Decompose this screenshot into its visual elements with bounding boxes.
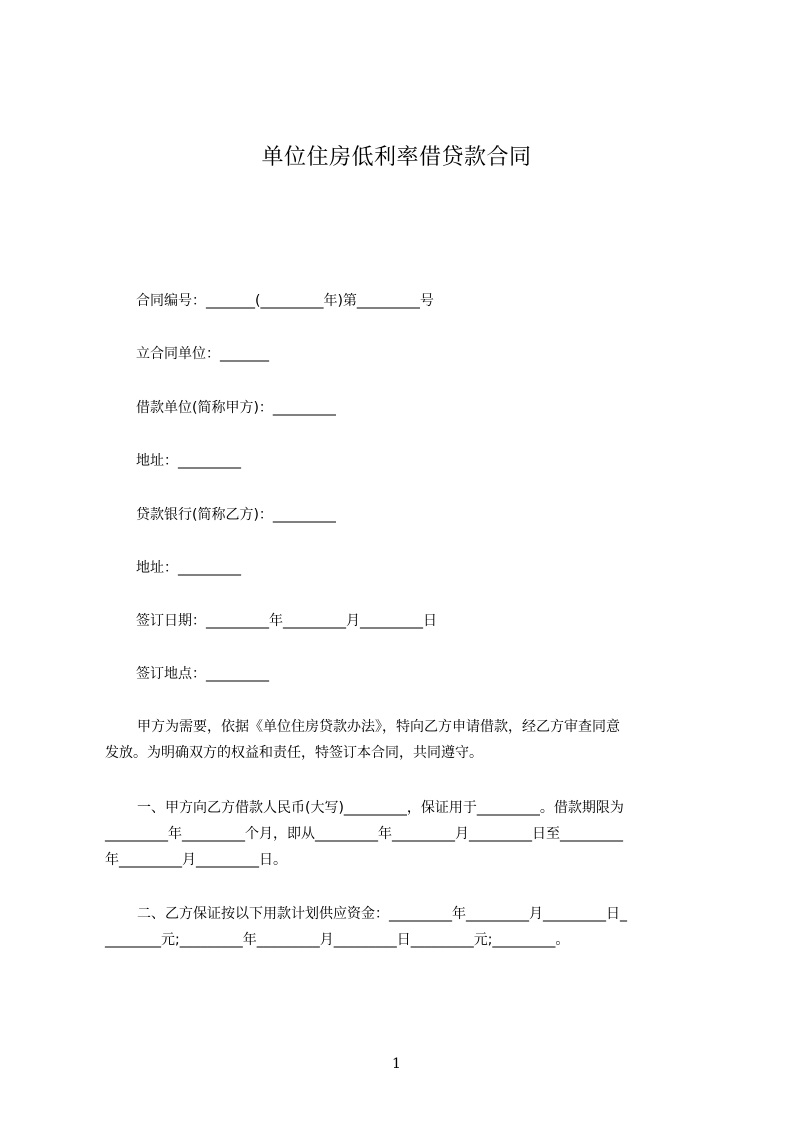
contract-number-field: 合同编号：_______(_________年)第_________号 [136,293,434,309]
lender-address-field: 地址：_________ [136,560,241,576]
preamble-paragraph [105,714,700,766]
clause-1-line-3: 年_________月_________日。 [105,852,287,868]
signing-date-field: 签订日期：_________年_________月_________日 [136,613,437,629]
clause-2-paragraph [105,901,700,953]
clause-2-line-1: 二、乙方保证按以下用款计划供应资金：_________年_________月_________日_ [137,906,627,922]
preamble-line-2: 发放。为明确双方的权益和责任，特签订本合同，共同遵守。 [105,745,483,761]
contracting-unit-field: 立合同单位：_______ [136,346,269,362]
lender-field: 贷款银行(简称乙方)：_________ [136,507,336,523]
clause-1-line-2: _________年_________个月，即从_________年_________月_________日至_________ [105,826,623,842]
document-title: 单位住房低利率借贷款合同 [261,145,532,170]
clause-1-paragraph [105,795,700,873]
signing-place-field: 签订地点：_________ [136,666,269,682]
preamble-line-1: 甲方为需要，依据《单位住房贷款办法》，特向乙方申请借款，经乙方审查同意 [137,719,620,735]
page-number: 1 [392,1056,401,1072]
clause-1-line-1: 一、甲方向乙方借款人民币(大写)_________，保证用于_________。借款期限为 [137,800,624,816]
clause-2-line-2: ________元;_________年_________月_________日_________元;_________。 [105,932,570,948]
borrower-field: 借款单位(简称甲方)：_________ [136,400,336,416]
borrower-address-field: 地址：_________ [136,453,241,469]
